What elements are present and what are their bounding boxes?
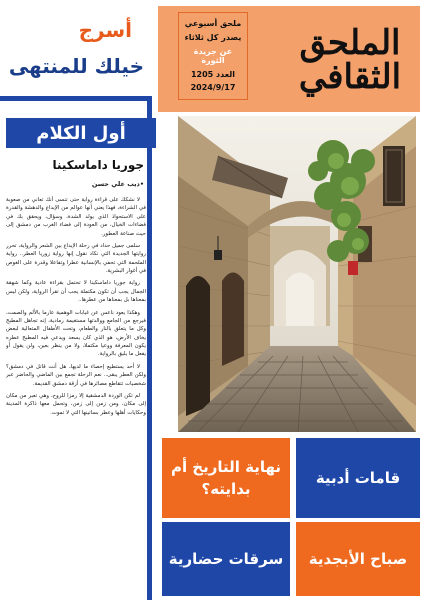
tile-civilizational-thefts[interactable] xyxy=(162,522,290,596)
info-date: 2024/9/17 xyxy=(190,83,236,93)
issue-info-box xyxy=(178,12,248,100)
tile-alphabet-morning[interactable] xyxy=(296,522,420,596)
article-paragraph: وهكذا يعود ناعس عن غيابات الوهمية عارما بالألم والصمت، فيرجع من الجامع ووالدتها مستغيمة رمادية، إنه تجاهل المطبخ وكل ما يتعلق بالنار والطعام، وتحت الأطفال المتعالية لبعض يخاف الأرض، هو الذي كان يسعد ويدعي فيه المطبخ عطره يكون المعرفة ووعيا مكتملا، ولا من ينظر بعين، ولن يقول أو يفعل ما يليق بالرواية. xyxy=(6,309,146,358)
info-frequency: ملحق أسبوعي xyxy=(184,19,242,29)
info-issue-number: العدد 1205 xyxy=(190,69,236,79)
info-publisher: عن جريدة الثورة xyxy=(193,46,233,65)
cover-photo-damascus-alley xyxy=(178,116,416,432)
info-schedule: يصدر كل ثلاثاء xyxy=(184,33,242,43)
article-paragraph: لا نشكك على قراءة رواية حتى تنسى أنك تعاني من صعوبة في الشراءة، فهذا يعني أنها عوالم من الإبداع والدهشة والقدرة على الاستحواذ الذي يولد الشدة، وسؤال، ويحقق بك في فضاءات الخيال، من العودة إلى فضاء الغرب من دمشق إلى حيث صناعة العطور. xyxy=(6,197,146,237)
article-paragraph: لم تكن الوردة الدمشقية إلا رمزا للروح، وهي تعبر من مكان إلى مكان، ومن زمن إلى زمن، وتحمل معها ذاكرة المدينة وحكايات أهلها وعطر بساتينها التي لا تموت. xyxy=(6,392,146,416)
article-paragraph: سلمى جميل حداد في رحلة الإبداع بين الشعر والرواية، تحرر روايتها الجديدة التي نكاد نقول إنها رواية زوريا العطر.. رواية الملحمة التي تحفي بالإنسانية عطرا وتفاعلا وقدرة على الغوص في أغوار البشرية. xyxy=(6,242,146,274)
article-body xyxy=(6,196,146,594)
tile-civilizational-thefts-label: سرقات حضارية xyxy=(168,549,284,568)
article-paragraph: رواية جوريا داماسكينا لا تحتمل بقراءة عادية وكما شهقة الجمال يجب أن تكون مكتملة يجب أن تقرأ الرواية، ولكن ليس بمعناها بل بمعناها من عطرها.. xyxy=(6,280,146,304)
tile-end-of-history-label: نهاية التاريخ أم بدايته؟ xyxy=(170,457,282,498)
promo-line-1: أسرج xyxy=(78,18,132,42)
masthead-title: الملحق الثقافي xyxy=(298,23,402,97)
article-title[interactable]: جوريا داماسكينا xyxy=(52,158,144,172)
tile-literary-figures-label: قامات أدبية xyxy=(315,468,401,487)
promo-line-2: خيلك للمنتهى xyxy=(8,54,144,78)
tile-end-of-history[interactable] xyxy=(162,438,290,518)
alley-illustration xyxy=(178,116,416,432)
promo-headline[interactable] xyxy=(0,10,150,90)
tile-alphabet-morning-label: صباح الأبجدية xyxy=(308,549,408,568)
section-badge: أول الكلام xyxy=(6,118,156,148)
tile-literary-figures[interactable] xyxy=(296,438,420,518)
article-author: •ديب علي حسن xyxy=(91,180,144,188)
article-paragraph: لا أحد يستطيع إحصاء ما لديها، هل أنت قاتل في دمشق؟ ولكن العطر يبقى.. نعم الرحلة تجمع بين الماضي والحاضر عبر شخصيات تتقاطع مصائرها في أزقة دمشق القديمة. xyxy=(6,363,146,387)
